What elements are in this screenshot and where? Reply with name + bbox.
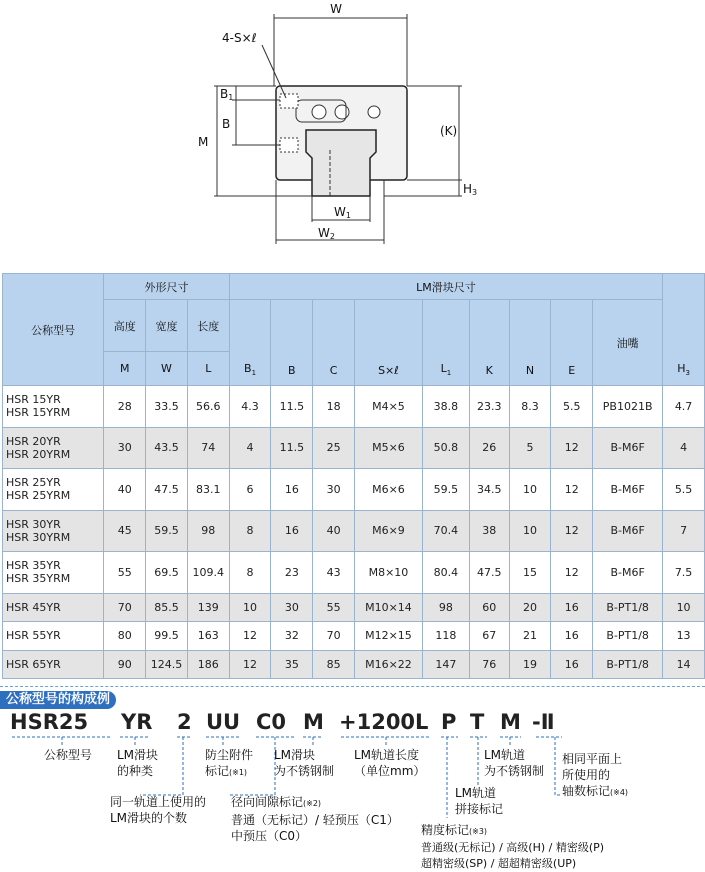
cell-c: 25 [313, 427, 355, 469]
cell-l1: 38.8 [422, 386, 469, 428]
cell-n: 10 [509, 469, 551, 511]
dim-m-label: M [198, 135, 209, 149]
cell-b1: 4 [229, 427, 271, 469]
cell-b1: 12 [229, 622, 271, 651]
cell-k: 67 [469, 622, 509, 651]
dim-k-label: (K) [440, 124, 458, 138]
label-block-ss: LM滑块 为不锈钢制 [274, 748, 335, 778]
cell-nipple: B-M6F [593, 469, 663, 511]
cell-n: 19 [509, 650, 551, 679]
header-height: 高度 [104, 300, 146, 352]
cell-k: 60 [469, 593, 509, 622]
cell-l1: 147 [422, 650, 469, 679]
cell-model: HSR 35YR HSR 35YRM [3, 552, 104, 594]
label-block-type: LM滑块 的种类 [117, 748, 159, 778]
cell-l1: 98 [422, 593, 469, 622]
cell-l1: 80.4 [422, 552, 469, 594]
cell-w: 47.5 [146, 469, 188, 511]
cell-e: 16 [551, 593, 593, 622]
cell-model: HSR 30YR HSR 30YRM [3, 510, 104, 552]
table-row [3, 622, 705, 651]
cross-section-diagram [0, 0, 705, 272]
dim-b-label: B [222, 117, 231, 131]
cell-m: 45 [104, 510, 146, 552]
cell-m: 30 [104, 427, 146, 469]
cell-e: 5.5 [551, 386, 593, 428]
dim-w-label: W [330, 2, 342, 16]
header-block: LM滑块尺寸 [229, 274, 662, 300]
section-divider [0, 686, 705, 687]
cell-h3: 13 [663, 622, 705, 651]
cell-b: 30 [271, 593, 313, 622]
code-rail-ss: M [500, 710, 521, 734]
cell-model: HSR 25YR HSR 25YRM [3, 469, 104, 511]
dim-h3-label: H3 [463, 182, 478, 197]
cell-c: 18 [313, 386, 355, 428]
dim-w1-label: W1 [334, 205, 351, 220]
cell-c: 40 [313, 510, 355, 552]
code-accuracy: P [441, 710, 457, 734]
cell-c: 70 [313, 622, 355, 651]
cell-s: M5×6 [355, 427, 423, 469]
cell-model: HSR 15YR HSR 15YRM [3, 386, 104, 428]
cell-b1: 10 [229, 593, 271, 622]
cell-model: HSR 20YR HSR 20YRM [3, 427, 104, 469]
label-joint: LM轨道 拼接标记 [455, 786, 504, 816]
cell-h3: 4.7 [663, 386, 705, 428]
table-row [3, 386, 705, 428]
cell-e: 16 [551, 650, 593, 679]
header-nipple: 油嘴 [593, 300, 663, 386]
cell-m: 55 [104, 552, 146, 594]
table-row [3, 427, 705, 469]
cell-h3: 7 [663, 510, 705, 552]
dim-slot-label: 4-S×ℓ [222, 31, 257, 45]
cell-l: 163 [187, 622, 229, 651]
cell-e: 16 [551, 622, 593, 651]
cell-k: 38 [469, 510, 509, 552]
label-seal: 防尘附件 标记(※1) [205, 748, 254, 778]
table-row [3, 510, 705, 552]
cell-nipple: B-M6F [593, 427, 663, 469]
cell-model: HSR 45YR [3, 593, 104, 622]
cell-l: 83.1 [187, 469, 229, 511]
code-block-ss: M [303, 710, 324, 734]
cell-b: 11.5 [271, 427, 313, 469]
cell-nipple: B-M6F [593, 510, 663, 552]
cell-n: 8.3 [509, 386, 551, 428]
cell-w: 99.5 [146, 622, 188, 651]
header-c: C [313, 300, 355, 386]
cell-n: 21 [509, 622, 551, 651]
cell-n: 10 [509, 510, 551, 552]
cell-l1: 70.4 [422, 510, 469, 552]
cell-m: 90 [104, 650, 146, 679]
cell-model: HSR 55YR [3, 622, 104, 651]
cell-model: HSR 65YR [3, 650, 104, 679]
code-length: +1200L [339, 710, 429, 734]
cell-m: 28 [104, 386, 146, 428]
cell-b1: 6 [229, 469, 271, 511]
dim-b1-label: B1 [220, 87, 234, 102]
label-clearance: 径向间隙标记(※2) 普通（无标记）/ 轻预压（C1） 中预压（C0） [231, 795, 399, 843]
cell-s: M12×15 [355, 622, 423, 651]
header-w: W [146, 352, 188, 386]
cell-s: M4×5 [355, 386, 423, 428]
code-axis: -Ⅱ [532, 710, 555, 734]
cell-b1: 8 [229, 510, 271, 552]
cell-m: 70 [104, 593, 146, 622]
cell-s: M6×6 [355, 469, 423, 511]
cell-n: 5 [509, 427, 551, 469]
cell-c: 43 [313, 552, 355, 594]
code-seal: UU [206, 710, 241, 734]
cell-l: 56.6 [187, 386, 229, 428]
cell-h3: 7.5 [663, 552, 705, 594]
header-outer: 外形尺寸 [104, 274, 229, 300]
cell-l: 139 [187, 593, 229, 622]
cell-h3: 14 [663, 650, 705, 679]
label-rail-length: LM轨道长度 （单位mm） [354, 748, 426, 778]
cell-k: 76 [469, 650, 509, 679]
header-n: N [509, 300, 551, 386]
cell-s: M8×10 [355, 552, 423, 594]
cell-h3: 5.5 [663, 469, 705, 511]
code-type: YR [121, 710, 153, 734]
cell-w: 59.5 [146, 510, 188, 552]
cell-k: 47.5 [469, 552, 509, 594]
cell-l: 98 [187, 510, 229, 552]
cell-e: 12 [551, 510, 593, 552]
cell-h3: 10 [663, 593, 705, 622]
header-b: B [271, 300, 313, 386]
cell-b: 11.5 [271, 386, 313, 428]
code-clearance: C0 [256, 710, 287, 734]
cell-nipple: B-PT1/8 [593, 650, 663, 679]
cell-c: 30 [313, 469, 355, 511]
header-model: 公称型号 [3, 274, 104, 386]
cell-m: 80 [104, 622, 146, 651]
cell-b: 35 [271, 650, 313, 679]
cell-s: M6×9 [355, 510, 423, 552]
cell-l1: 118 [422, 622, 469, 651]
cell-l: 109.4 [187, 552, 229, 594]
header-b1: $B_1$ [229, 300, 271, 386]
header-m: M [104, 352, 146, 386]
cell-nipple: B-PT1/8 [593, 622, 663, 651]
cell-b1: 4.3 [229, 386, 271, 428]
cell-w: 43.5 [146, 427, 188, 469]
cell-w: 85.5 [146, 593, 188, 622]
table-row [3, 552, 705, 594]
table-row [3, 593, 705, 622]
example-title: 公称型号的构成例 [0, 691, 116, 709]
label-block-count: 同一轨道上使用的 LM滑块的个数 [110, 795, 207, 825]
header-length: 长度 [187, 300, 229, 352]
cell-c: 55 [313, 593, 355, 622]
header-l: L [187, 352, 229, 386]
cell-w: 124.5 [146, 650, 188, 679]
code-count: 2 [177, 710, 192, 734]
cell-b1: 8 [229, 552, 271, 594]
cell-e: 12 [551, 469, 593, 511]
table-row [3, 469, 705, 511]
label-rail-ss: LM轨道 为不锈钢制 [484, 748, 545, 778]
cell-k: 26 [469, 427, 509, 469]
header-s: S×ℓ [355, 300, 423, 386]
cell-w: 69.5 [146, 552, 188, 594]
cell-w: 33.5 [146, 386, 188, 428]
cell-l1: 50.8 [422, 427, 469, 469]
cell-k: 34.5 [469, 469, 509, 511]
cell-n: 15 [509, 552, 551, 594]
cell-h3: 4 [663, 427, 705, 469]
cell-b1: 12 [229, 650, 271, 679]
cell-c: 85 [313, 650, 355, 679]
cell-l1: 59.5 [422, 469, 469, 511]
label-model: 公称型号 [44, 748, 93, 762]
header-h3: $H_3$ [663, 274, 705, 386]
header-l1: $L_1$ [422, 300, 469, 386]
cell-s: M16×22 [355, 650, 423, 679]
cell-e: 12 [551, 552, 593, 594]
cell-m: 40 [104, 469, 146, 511]
label-axis: 相同平面上 所使用的 轴数标记(※4) [562, 752, 629, 798]
cell-l: 74 [187, 427, 229, 469]
cell-l: 186 [187, 650, 229, 679]
cell-k: 23.3 [469, 386, 509, 428]
cell-nipple: B-PT1/8 [593, 593, 663, 622]
table-row [3, 650, 705, 679]
code-joint: T [470, 710, 485, 734]
cell-b: 23 [271, 552, 313, 594]
dim-w2-label: W2 [318, 226, 335, 241]
spec-table [2, 273, 705, 679]
header-width: 宽度 [146, 300, 188, 352]
cell-e: 12 [551, 427, 593, 469]
cell-nipple: B-M6F [593, 552, 663, 594]
cell-s: M10×14 [355, 593, 423, 622]
cell-b: 32 [271, 622, 313, 651]
header-e: E [551, 300, 593, 386]
code-series: HSR25 [10, 710, 89, 734]
header-k: K [469, 300, 509, 386]
cell-nipple: PB1021B [593, 386, 663, 428]
cell-b: 16 [271, 510, 313, 552]
cell-b: 16 [271, 469, 313, 511]
label-accuracy: 精度标记(※3) 普通级(无标记) / 高级(H) / 精密级(P) 超精密级(SP) / 超超精密级(UP) [421, 823, 605, 870]
cell-n: 20 [509, 593, 551, 622]
